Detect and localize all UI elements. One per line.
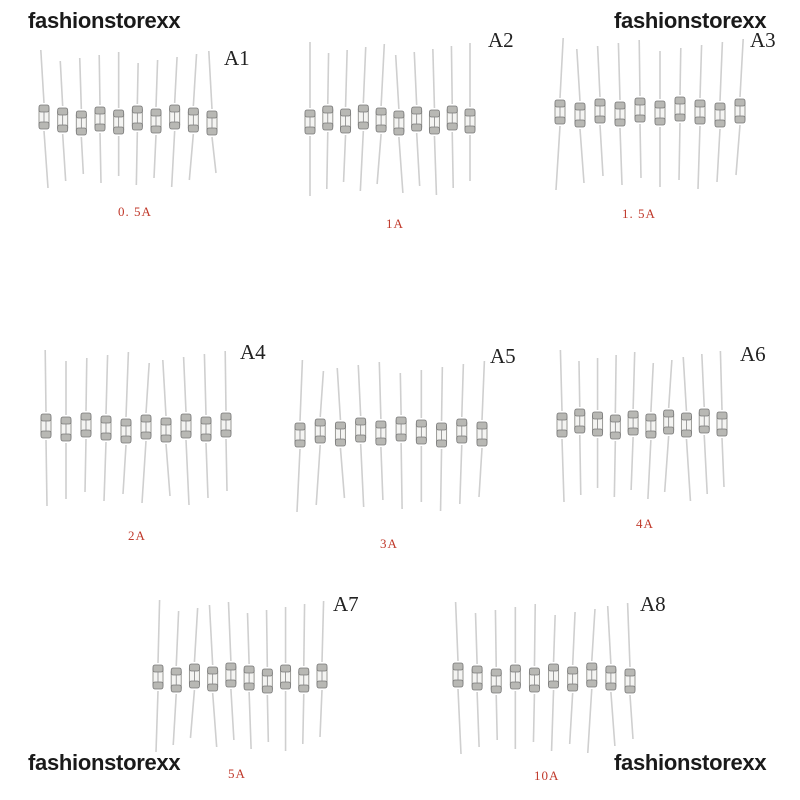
fuse — [181, 357, 191, 505]
fuse — [529, 604, 539, 742]
fuse — [416, 370, 426, 502]
fuse — [472, 613, 482, 747]
fuse — [628, 352, 638, 490]
fuse — [170, 57, 180, 187]
fuse-group-a7 — [153, 600, 327, 752]
fuse — [453, 602, 463, 754]
fuse — [610, 355, 620, 497]
fuse — [356, 365, 366, 507]
fuse — [625, 603, 635, 739]
fuse — [171, 611, 181, 745]
fuse — [715, 42, 725, 182]
watermark-top-right: fashionstorexx — [614, 8, 767, 33]
fuse — [593, 358, 603, 488]
group-code-a4: A4 — [240, 340, 266, 364]
fuse-group-a5 — [295, 360, 487, 512]
fuse — [315, 371, 325, 505]
fuse-group-a8 — [453, 602, 635, 754]
fuse — [675, 48, 685, 180]
fuse — [606, 606, 616, 746]
rating-label-a5: 3A — [380, 536, 398, 551]
rating-label-a8: 10A — [534, 768, 560, 783]
fuse — [664, 360, 674, 492]
fuse — [587, 609, 597, 753]
fuse — [595, 46, 605, 176]
fuse — [447, 46, 457, 188]
fuse — [437, 367, 447, 511]
fuse — [735, 39, 745, 175]
group-code-a5: A5 — [490, 344, 516, 368]
fuse — [262, 610, 272, 742]
fuse — [188, 54, 198, 180]
rating-label-a7: 5A — [228, 766, 246, 781]
fuse — [575, 361, 585, 495]
fuse — [281, 607, 291, 751]
fuse — [189, 608, 199, 738]
fuse — [465, 43, 475, 181]
fuse — [358, 47, 368, 191]
fuse — [575, 49, 585, 183]
group-code-a1: A1 — [224, 46, 250, 70]
fuse — [317, 601, 327, 737]
fuse — [557, 350, 567, 502]
fuse — [153, 600, 163, 752]
fuse — [376, 44, 386, 184]
fuse — [396, 373, 406, 509]
fuse-group-a2 — [305, 42, 475, 196]
fuse — [132, 63, 142, 185]
fuse — [394, 55, 404, 193]
rating-label-a2: 1A — [386, 216, 404, 231]
fuse — [299, 604, 309, 744]
fuse — [41, 350, 51, 506]
fuse — [681, 357, 691, 501]
group-code-a3: A3 — [750, 28, 776, 52]
fuse — [477, 361, 487, 497]
rating-label-a4: 2A — [128, 528, 146, 543]
rating-label-a6: 4A — [636, 516, 654, 531]
fuse — [101, 355, 111, 501]
fuse — [568, 612, 578, 744]
fuse — [549, 615, 559, 751]
fuse — [121, 352, 131, 494]
fuse-group-a4 — [41, 350, 231, 506]
fuse — [161, 360, 171, 496]
fuse — [244, 613, 254, 749]
fuse — [201, 354, 211, 498]
fuse — [699, 354, 709, 494]
fuse — [335, 368, 345, 498]
fuse — [58, 61, 68, 181]
fuse — [412, 52, 422, 186]
fuse — [305, 42, 315, 196]
fuse — [226, 602, 236, 740]
group-code-a8: A8 — [640, 592, 666, 616]
fuse — [39, 50, 49, 188]
fuse — [61, 361, 71, 499]
fuse — [646, 363, 656, 499]
rating-label-a3: 1. 5A — [622, 206, 656, 221]
fuse — [376, 362, 386, 500]
watermark-bottom-right: fashionstorexx — [614, 750, 767, 775]
fuse — [695, 45, 705, 189]
fuse — [95, 55, 105, 183]
fuse — [655, 51, 665, 187]
fuse — [717, 351, 727, 487]
fuse — [457, 364, 467, 504]
watermark-top-left: fashionstorexx — [28, 8, 181, 33]
watermark-bottom-left: fashionstorexx — [28, 750, 181, 775]
fuse — [510, 607, 520, 749]
fuse — [208, 605, 218, 747]
fuse — [341, 50, 351, 182]
fuse — [323, 53, 333, 189]
fuse-group-a6 — [557, 350, 727, 502]
fuse — [491, 610, 501, 740]
rating-label-a1: 0. 5A — [118, 204, 152, 219]
fuse — [221, 351, 231, 491]
group-code-a6: A6 — [740, 342, 766, 366]
group-code-a2: A2 — [488, 28, 514, 52]
group-code-a7: A7 — [333, 592, 359, 616]
fuse — [81, 358, 91, 492]
fuse — [295, 360, 305, 512]
fuse — [114, 52, 124, 176]
fuse — [555, 38, 565, 190]
fuse — [635, 40, 645, 178]
fuse — [151, 60, 161, 178]
fuse — [615, 43, 625, 185]
fuse-group-a3 — [555, 38, 745, 190]
fuse-group-a1 — [39, 50, 217, 188]
fuse — [76, 58, 86, 174]
fuse — [429, 49, 439, 195]
fuse — [207, 51, 217, 173]
fuse — [141, 363, 151, 503]
